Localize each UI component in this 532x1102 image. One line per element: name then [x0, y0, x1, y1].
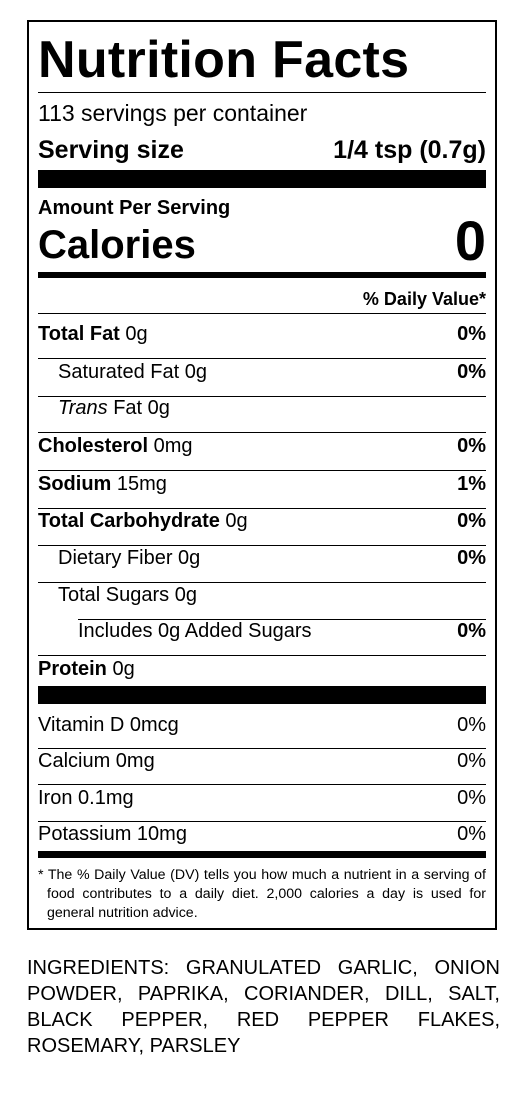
footnote-rule [38, 851, 486, 858]
nutrient-row [38, 583, 486, 620]
nutrient-amount: 0g [106, 658, 135, 680]
nutrient-name [58, 546, 200, 570]
nutrient-name [38, 434, 193, 458]
vitamin-name: Iron 0.1mg [38, 787, 134, 809]
nutrient-italic-name: Trans [58, 397, 108, 419]
vitamin-row [38, 786, 486, 822]
ingredients-list: INGREDIENTS: GRANULATED GARLIC, ONION POWDER, PAPRIKA, CORIANDER, DILL, SALT, BLACK PEPPER, RED PEPPER FLAKES, ROSEMARY, PARSLEY [27, 957, 500, 1057]
nutrient-row [38, 509, 486, 546]
nutrient-name [58, 360, 207, 384]
nutrient-name [58, 583, 197, 607]
nutrient-bold-name: Total Carbohydrate [38, 510, 220, 532]
nutrient-amount: 0mg [148, 435, 193, 457]
nutrient-row [38, 546, 486, 583]
nutrient-daily-value: 0% [457, 323, 486, 345]
serving-size-value: 1/4 tsp (0.7g) [333, 136, 486, 164]
vitamin-daily-value: 0% [457, 750, 486, 772]
nutrient-daily-value: 0% [457, 361, 486, 383]
nutrient-amount: Total Sugars 0g [58, 584, 197, 606]
nutrient-name [38, 509, 248, 533]
amount-per-serving: Amount Per Serving [38, 197, 231, 219]
nutrient-name [38, 472, 167, 496]
row-divider [38, 655, 486, 656]
nutrient-amount: Saturated Fat 0g [58, 361, 207, 383]
nutrient-bold-name: Sodium [38, 473, 112, 495]
nutrient-amount: 0g [219, 510, 248, 532]
nutrient-row [38, 322, 486, 359]
vitamin-name: Potassium 10mg [38, 823, 187, 845]
nutrition-facts-label [27, 20, 497, 930]
thick-rule-top [38, 170, 486, 188]
row-divider [38, 432, 486, 433]
row-divider [38, 358, 486, 359]
vitamin-name: Vitamin D 0mcg [38, 714, 179, 736]
label-title: Nutrition Facts [38, 31, 410, 89]
title-rule [38, 92, 486, 93]
nutrient-row [38, 360, 486, 397]
nutrient-amount: Fat 0g [107, 397, 170, 419]
servings-per-container: 113 servings per container [38, 100, 308, 126]
nutrient-name [78, 619, 312, 643]
vitamin-row [38, 822, 486, 852]
nutrient-row [38, 619, 486, 656]
row-divider [38, 784, 486, 785]
vitamin-daily-value: 0% [457, 714, 486, 736]
daily-value-header: % Daily Value* [362, 289, 486, 309]
nutrient-row [38, 396, 486, 433]
daily-value-footnote: * The % Daily Value (DV) tells you how much a nutrient in a serving of food contributes to a daily diet. 2,000 calories a day is used for general nutrition advice. [38, 867, 486, 921]
nutrient-row [38, 472, 486, 509]
nutrient-name [58, 396, 170, 420]
vitamin-daily-value: 0% [457, 787, 486, 809]
nutrient-daily-value: 0% [457, 510, 486, 532]
thick-rule-bottom [38, 686, 486, 704]
serving-size-label: Serving size [38, 136, 184, 164]
vitamin-daily-value: 0% [457, 823, 486, 845]
nutrient-amount: Dietary Fiber 0g [58, 547, 201, 569]
calories-label: Calories [38, 223, 196, 267]
vitamin-name: Calcium 0mg [38, 750, 155, 772]
nutrient-name [38, 657, 135, 681]
nutrient-daily-value: 0% [457, 435, 486, 457]
nutrient-amount: 0g [119, 323, 148, 345]
nutrient-name [38, 322, 148, 346]
vitamin-row [38, 713, 486, 749]
row-divider [38, 470, 486, 471]
medium-rule [38, 272, 486, 278]
nutrient-amount: 15mg [111, 473, 167, 495]
calories-value: 0 [454, 209, 486, 272]
nutrient-daily-value: 0% [457, 547, 486, 569]
dv-header-rule [38, 313, 486, 314]
nutrient-bold-name: Total Fat [38, 323, 120, 345]
nutrient-daily-value: 0% [457, 620, 486, 642]
nutrient-daily-value: 1% [457, 473, 486, 495]
vitamin-row [38, 749, 486, 785]
nutrient-bold-name: Cholesterol [38, 435, 149, 457]
nutrient-bold-name: Protein [38, 658, 107, 680]
nutrient-amount: Includes 0g Added Sugars [78, 620, 312, 642]
nutrient-row [38, 434, 486, 471]
